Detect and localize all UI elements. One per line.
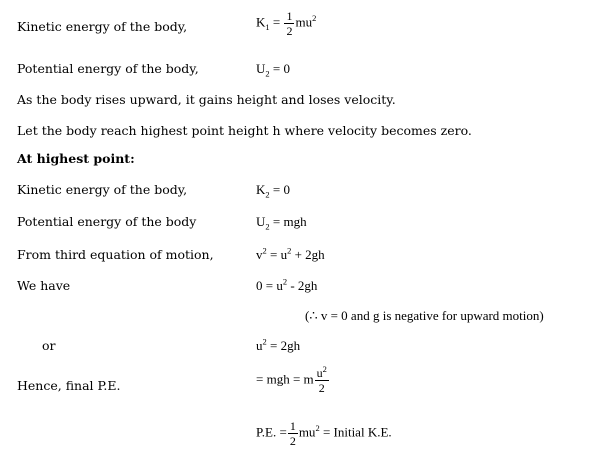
hence-fraction <box>315 364 329 395</box>
because-note: (∴ v = 0 and g is negative for upward motion) <box>305 308 544 323</box>
highest-text: Let the body reach highest point height h where velocity becomes zero. <box>17 123 472 138</box>
final-mu: mu <box>298 424 316 440</box>
hence-lhs: = mgh = m <box>256 371 314 387</box>
k2-value: = 0 <box>272 182 290 197</box>
k1-superscript: 2 <box>312 13 317 24</box>
we-have-a: 0 = u <box>256 278 283 293</box>
k2-subscript: 2 <box>265 189 270 200</box>
k1-symbol: K <box>256 14 266 30</box>
or-rest: = 2gh <box>266 338 301 353</box>
third-equation <box>256 245 325 262</box>
k1-numerator: 1 <box>286 9 293 23</box>
u2b-symbol: U <box>256 214 266 229</box>
ke-label: Kinetic energy of the body, <box>17 19 188 34</box>
k1-subscript: 1 <box>265 22 270 33</box>
hence-num-u: u <box>316 366 323 380</box>
third-v: v <box>256 247 263 262</box>
we-have-label: We have <box>17 278 71 293</box>
u2b-equation <box>256 214 307 232</box>
k2-symbol: K <box>256 182 266 197</box>
we-have-sup: 2 <box>282 276 288 287</box>
final-rhs: = Initial K.E. <box>319 424 392 440</box>
hence-denominator: 2 <box>318 381 325 395</box>
or-equation <box>256 336 301 353</box>
hence-numerator <box>315 364 329 381</box>
k2-equation <box>256 182 290 200</box>
or-u: u <box>256 338 263 353</box>
final-numerator: 1 <box>289 419 296 433</box>
third-u: = u <box>266 247 288 262</box>
or-sup: 2 <box>262 336 267 347</box>
final-sup: 2 <box>315 423 320 434</box>
pe2-label: Potential energy of the body <box>17 214 197 229</box>
ke2-label: Kinetic energy of the body, <box>17 182 188 197</box>
final-fraction <box>288 420 298 447</box>
k1-denominator: 2 <box>286 24 293 38</box>
final-equation <box>256 420 392 447</box>
u2-equation <box>256 61 290 79</box>
hence-label: Hence, final P.E. <box>17 378 121 393</box>
pe-label: Potential energy of the body, <box>17 61 199 76</box>
rise-text: As the body rises upward, it gains height and loses velocity. <box>17 92 396 107</box>
third-eq-label: From third equation of motion, <box>17 247 214 262</box>
k1-fraction <box>284 10 294 37</box>
third-v-sup: 2 <box>262 245 267 256</box>
third-rest: + 2gh <box>291 247 325 262</box>
k1-mu: mu <box>295 14 313 30</box>
u2b-subscript: 2 <box>265 221 270 232</box>
we-have-equation <box>256 276 318 293</box>
we-have-b: - 2gh <box>287 278 318 293</box>
hence-equation <box>256 364 330 395</box>
third-u-sup: 2 <box>287 245 292 256</box>
final-lhs: P.E. = <box>256 424 287 440</box>
u2-value: = 0 <box>272 61 290 76</box>
at-highest-heading: At highest point: <box>17 151 135 166</box>
u2b-value: = mgh <box>272 214 307 229</box>
u2-subscript: 2 <box>265 68 270 79</box>
final-denominator: 2 <box>289 434 296 448</box>
k1-equation <box>256 10 316 37</box>
hence-num-sup: 2 <box>322 364 327 374</box>
or-label: or <box>42 338 56 353</box>
k1-equals: = <box>272 14 281 30</box>
u2-symbol: U <box>256 61 266 76</box>
